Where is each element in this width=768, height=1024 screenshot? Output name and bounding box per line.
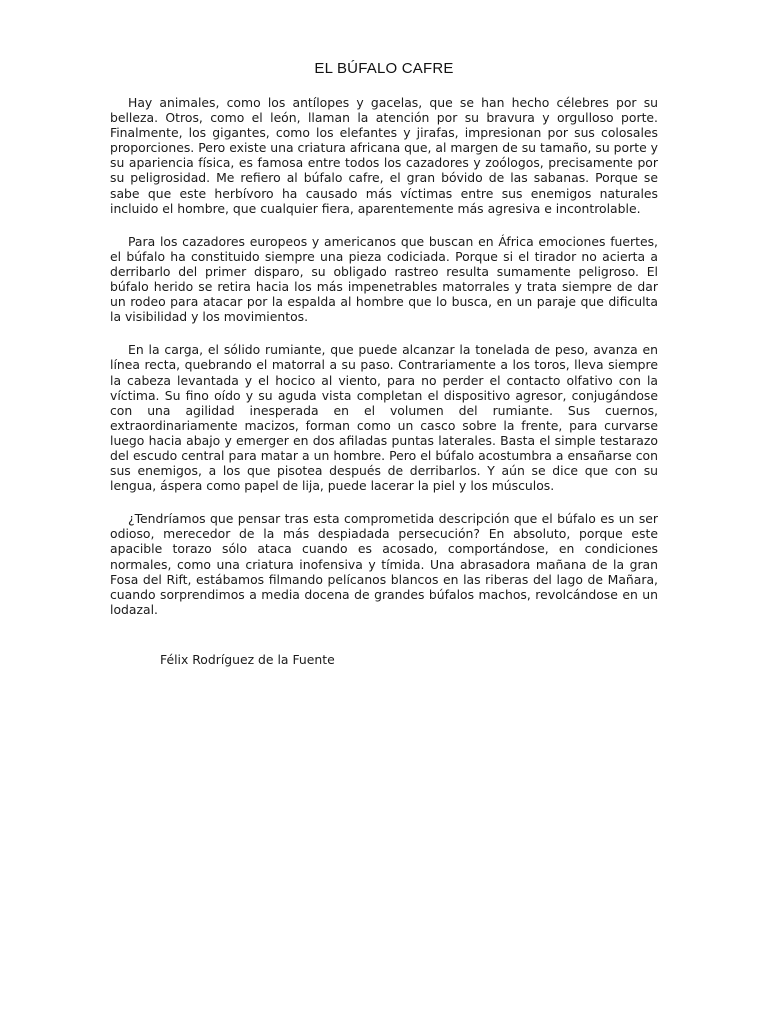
document-title: EL BÚFALO CAFRE: [314, 60, 454, 77]
paragraph-3: En la carga, el sólido rumiante, que puede alcanzar la tonelada de peso, avanza en línea recta, quebrando el matorral a su paso. Contrariamente a los toros, lleva siempre la cabeza levantada y el hocico al viento, para no perder el contacto olfativo con la víctima. Su fino oído y su aguda vista completan el dispositivo agresor, conjugándose con una agilidad inesperada en el volumen del rumiante. Sus cuernos, extraordinariamente macizos, forman como un casco sobre la frente, para curvarse luego hacia abajo y emerger en dos afiladas puntas laterales. Basta el simple testarazo del escudo central para matar a un hombre. Pero el búfalo acostumbra a ensañarse con sus enemigos, a los que pisotea después de derribarlos. Y aún se dice que con su lengua, áspera como papel de lija, puede lacerar la piel y los músculos.: [110, 342, 658, 494]
paragraph-2: Para los cazadores europeos y americanos que buscan en África emociones fuertes, el búfalo ha constituido siempre una pieza codiciada. Porque si el tirador no acierta a derribarlo del primer disparo, su obligado rastreo resulta sumamente peligroso. El búfalo herido se retira hacia los más impenetrables matorrales y trata siempre de dar un rodeo para atacar por la espalda al hombre que lo busca, en un paraje que dificulta la visibilidad y los movimientos.: [110, 233, 658, 325]
document-body: [110, 95, 658, 635]
author-signature: Félix Rodríguez de la Fuente: [160, 652, 335, 667]
paragraph-4: ¿Tendríamos que pensar tras esta comprometida descripción que el búfalo es un ser odioso, merecedor de la más despiadada persecución? En absoluto, porque este apacible torazo sólo ataca cuando es acosado, comportándose, en condiciones normales, como una criatura inofensiva y tímida. Una abrasadora mañana de la gran Fosa del Rift, estábamos filmando pelícanos blancos en las riberas del lago de Mañara, cuando sorprendimos a media docena de grandes búfalos machos, revolcándose en un lodazal.: [110, 511, 658, 617]
paragraph-1: Hay animales, como los antílopes y gacelas, que se han hecho célebres por su belleza. Otros, como el león, llaman la atención por su bravura y orgulloso porte. Finalmente, los gigantes, como los elefantes y jirafas, impresionan por sus colosales proporciones. Pero existe una criatura africana que, al margen de su tamaño, su porte y su apariencia física, es famosa entre todos los cazadores y zoólogos, precisamente por su peligrosidad. Me refiero al búfalo cafre, el gran bóvido de las sabanas. Porque se sabe que este herbívoro ha causado más víctimas entre sus enemigos naturales incluido el hombre, que cualquier fiera, aparentemente más agresiva e incontrolable.: [110, 95, 658, 216]
